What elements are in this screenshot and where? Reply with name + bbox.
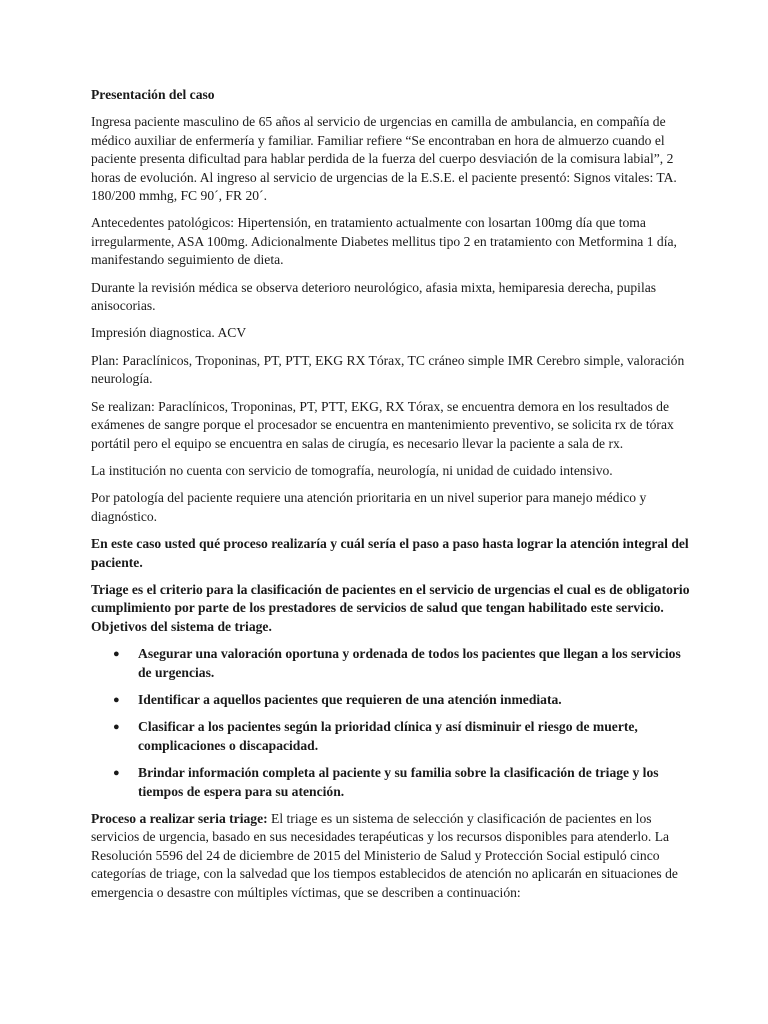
objective-text: Clasificar a los pacientes según la prioridad clínica y así disminuir el riesgo de muerte, complicaciones o discapacidad.	[138, 719, 638, 753]
case-title: Presentación del caso	[91, 87, 215, 102]
case-paragraph-review: Durante la revisión médica se observa deterioro neurológico, afasia mixta, hemiparesia derecha, pupilas anisocorias.	[91, 279, 657, 314]
document-page	[91, 86, 691, 911]
case-paragraph-diagnosis: Impresión diagnostica. ACV	[91, 325, 247, 341]
bullet-icon: ●	[113, 648, 120, 661]
process-paragraph	[91, 810, 691, 902]
bullet-icon: ●	[113, 693, 120, 706]
bullet-icon: ●	[113, 767, 120, 780]
case-paragraph-plan: Plan: Paraclínicos, Troponinas, PT, PTT, EKG RX Tórax, TC cráneo simple IMR Cerebro simple, valoración neurología.	[91, 352, 685, 387]
triage-intro: Triage es el criterio para la clasificación de pacientes en el servicio de urgencias el cual es de obligatorio cumplimiento por parte de los prestadores de servicios de salud que tengan habilitado este servicio. Objetivos del sistema de triage.	[91, 581, 690, 634]
objective-text: Identificar a aquellos pacientes que requieren de una atención inmediata.	[138, 691, 562, 707]
process-text: El triage es un sistema de selección y clasificación de pacientes en los servicios de urgencia, basado en sus necesidades terapéuticas y los recursos disponibles para atenderlo. La Resolución 5596 del 24 de diciembre de 2015 del Ministerio de Salud y Protección Social estipuló cinco categorías de triage, con la salvedad que los tiempos establecidos de atención no aplicarán en situaciones de emergencia o desastre con múltiples víctimas, que se describen a continuación:	[91, 811, 678, 900]
process-label: Proceso a realizar seria triage:	[91, 811, 268, 826]
case-paragraph-performed: Se realizan: Paraclínicos, Troponinas, PT, PTT, EKG, RX Tórax, se encuentra demora en los resultados de exámenes de sangre porque el procesador se encuentra en mantenimiento preventivo, se solicita rx de tórax portátil pero el equipo se encuentra en salas de cirugía, es necesario llevar la paciente a sala de rx.	[91, 398, 674, 451]
list-item	[91, 691, 691, 709]
bullet-icon: ●	[113, 721, 120, 734]
objective-text: Brindar información completa al paciente y su familia sobre la clasificación de triage y los tiempos de espera para su atención.	[138, 765, 659, 799]
objective-text: Asegurar una valoración oportuna y ordenada de todos los pacientes que llegan a los servicios de urgencias.	[138, 646, 681, 680]
case-paragraph-admission: Ingresa paciente masculino de 65 años al servicio de urgencias en camilla de ambulancia, en compañía de médico auxiliar de enfermería y familiar. Familiar refiere “Se encontraban en hora de almuerzo cuando el paciente presenta dificultad para hablar perdida de la fuerza del cuerpo desviación de la comisura labial”, 2 horas de evolución. Al ingreso al servicio de urgencias de la E.S.E. el paciente presentó: Signos vitales: TA. 180/200 mmhg, FC 90´, FR 20´.	[91, 114, 677, 204]
list-item	[91, 764, 691, 801]
case-question: En este caso usted qué proceso realizaría y cuál sería el paso a paso hasta lograr la atención integral del paciente.	[91, 536, 689, 570]
case-paragraph-history: Antecedentes patológicos: Hipertensión, en tratamiento actualmente con losartan 100mg día que toma irregularmente, ASA 100mg. Adicionalmente Diabetes mellitus tipo 2 en tratamiento con Metformina 1 día, manifestando seguimiento de dieta.	[91, 215, 677, 268]
list-item	[91, 645, 691, 682]
case-paragraph-priority: Por patología del paciente requiere una atención prioritaria en un nivel superior para manejo médico y diagnóstico.	[91, 490, 647, 524]
triage-objectives-list	[91, 645, 691, 801]
list-item	[91, 718, 691, 755]
case-paragraph-institution: La institución no cuenta con servicio de tomografía, neurología, ni unidad de cuidado intensivo.	[91, 462, 613, 478]
